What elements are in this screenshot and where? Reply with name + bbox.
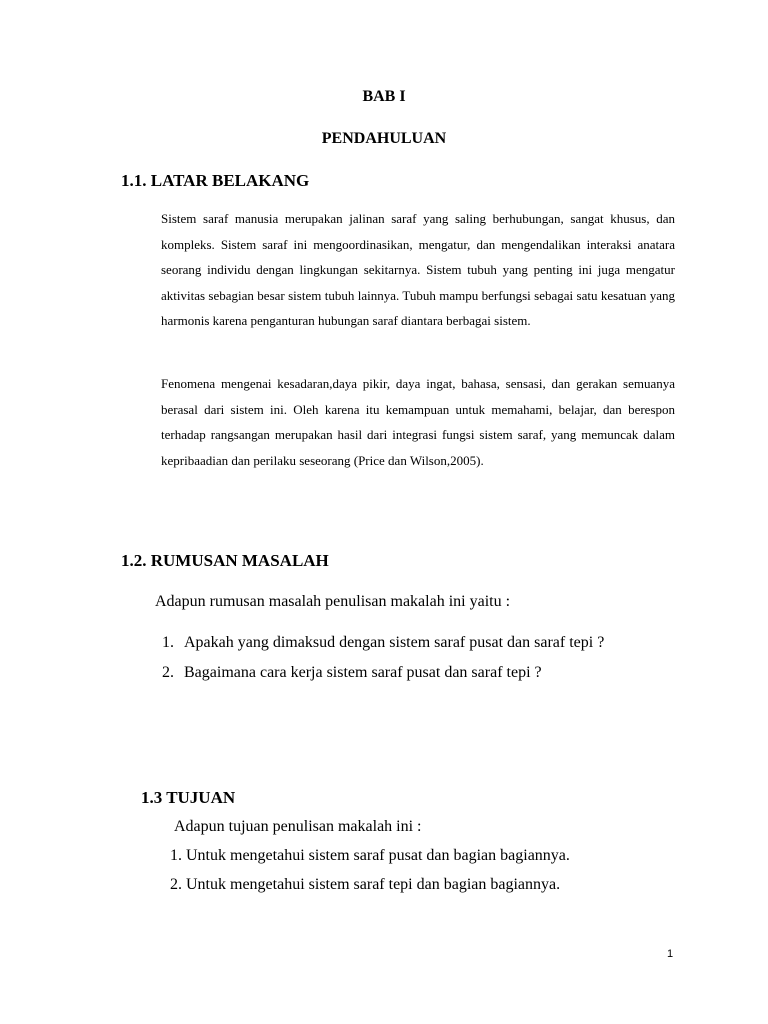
section-1-2-heading: 1.2. RUMUSAN MASALAH	[121, 551, 329, 570]
problem-item-2	[162, 664, 542, 682]
chapter-label: BAB I	[362, 88, 406, 105]
objective-intro: Adapun tujuan penulisan makalah ini :	[174, 818, 422, 835]
problem-intro: Adapun rumusan masalah penulisan makalah ini yaitu :	[155, 593, 511, 610]
problem-item-1	[162, 634, 604, 652]
list-number: 2.	[162, 664, 174, 681]
page-number: 1	[667, 948, 674, 960]
objective-item-2: 2. Untuk mengetahui sistem saraf tepi dan bagian bagiannya.	[170, 876, 561, 893]
list-number: 1.	[162, 634, 174, 651]
section-1-1-heading: 1.1. LATAR BELAKANG	[121, 171, 310, 190]
list-text: Apakah yang dimaksud dengan sistem saraf pusat dan saraf tepi ?	[184, 634, 605, 651]
background-paragraph-2: Fenomena mengenai kesadaran,daya pikir, daya ingat, bahasa, sensasi, dan gerakan semuanya berasal dari sistem ini. Oleh karena itu kemampuan untuk memahami, belajar, dan berespon terhadap rangsangan merupakan hasil dari integrasi fungsi sistem saraf, yang memuncak dalam kepribaadian dan perilaku seseorang (Price dan Wilson,2005).	[161, 376, 675, 468]
chapter-title: PENDAHULUAN	[321, 130, 447, 147]
list-text: Bagaimana cara kerja sistem saraf pusat dan saraf tepi ?	[184, 664, 542, 681]
section-1-3-heading: 1.3 TUJUAN	[141, 788, 236, 807]
objective-item-1: 1. Untuk mengetahui sistem saraf pusat dan bagian bagiannya.	[170, 847, 570, 864]
background-paragraph-1: Sistem saraf manusia merupakan jalinan saraf yang saling berhubungan, sangat khusus, dan kompleks. Sistem saraf ini mengoordinasikan, mengatur, dan mengendalikan interaksi anatara seorang individu dengan lingkungan sekitarnya. Sistem tubuh yang penting ini juga mengatur aktivitas sebagian besar sistem tubuh lainnya. Tubuh mampu berfungsi sebagai satu kesatuan yang harmonis karena penganturan hubungan saraf diantara berbagai sistem.	[161, 211, 675, 329]
